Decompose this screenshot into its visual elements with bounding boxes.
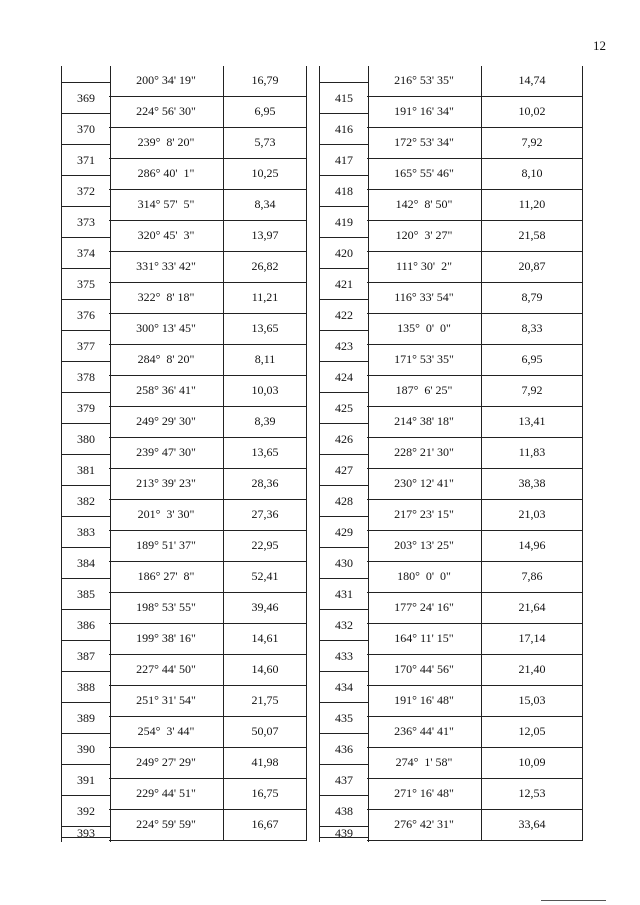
distance-cell: 39,46 [224,593,307,623]
distance-cell: 14,61 [224,624,307,654]
point-number-column [319,66,369,842]
distance-cell: 17,14 [482,624,583,654]
direction-angle-cell: 249° 27' 29" [109,748,224,778]
point-number: 390 [62,733,110,764]
distance-cell: 41,98 [224,748,307,778]
point-number: 374 [62,237,110,268]
point-number: 439 [320,826,368,838]
table-row [109,97,307,128]
table-row [109,66,307,97]
table-row [109,562,307,593]
point-number: 391 [62,764,110,795]
direction-angle-cell: 320° 45' 3" [109,221,224,251]
table-row [367,810,583,841]
point-number: 416 [320,113,368,144]
direction-angle-cell: 284° 8' 20" [109,345,224,375]
direction-angle-cell: 177° 24' 16" [367,593,482,623]
distance-cell: 7,86 [482,562,583,592]
footer-rule [541,900,606,901]
table-row [367,128,583,159]
table-row [367,97,583,128]
table-row [367,376,583,407]
direction-angle-cell: 180° 0' 0" [367,562,482,592]
point-number: 437 [320,764,368,795]
direction-angle-cell: 258° 36' 41" [109,376,224,406]
distance-cell: 21,40 [482,655,583,685]
distance-cell: 21,03 [482,500,583,530]
distance-cell: 7,92 [482,376,583,406]
distance-cell: 13,65 [224,314,307,344]
table-row [109,655,307,686]
distance-cell: 20,87 [482,252,583,282]
direction-angle-cell: 217° 23' 15" [367,500,482,530]
table-row [367,593,583,624]
point-number: 375 [62,268,110,299]
direction-angle-cell: 186° 27' 8" [109,562,224,592]
distance-cell: 10,25 [224,159,307,189]
distance-cell: 12,05 [482,717,583,747]
table-row [367,624,583,655]
direction-angle-cell: 274° 1' 58" [367,748,482,778]
point-number: 388 [62,671,110,702]
point-number: 421 [320,268,368,299]
direction-angle-cell: 228° 21' 30" [367,438,482,468]
distance-cell: 28,36 [224,469,307,499]
point-number: 433 [320,640,368,671]
direction-angle-cell: 300° 13' 45" [109,314,224,344]
distance-cell: 13,97 [224,221,307,251]
table-row [367,655,583,686]
direction-angle-cell: 191° 16' 48" [367,686,482,716]
point-number: 427 [320,454,368,485]
direction-angle-cell: 331° 33' 42" [109,252,224,282]
direction-angle-cell: 322° 8' 18" [109,283,224,313]
point-number: 373 [62,206,110,237]
table-row [109,779,307,810]
point-number: 378 [62,361,110,392]
direction-angle-cell: 286° 40' 1" [109,159,224,189]
distance-cell: 16,75 [224,779,307,809]
table-row [109,531,307,562]
distance-cell: 10,09 [482,748,583,778]
direction-angle-cell: 224° 56' 30" [109,97,224,127]
table-row [109,345,307,376]
distance-cell: 52,41 [224,562,307,592]
table-row [109,190,307,221]
direction-angle-cell: 171° 53' 35" [367,345,482,375]
direction-angle-cell: 135° 0' 0" [367,314,482,344]
point-number-column [61,66,111,842]
direction-angle-cell: 201° 3' 30" [109,500,224,530]
distance-cell: 13,65 [224,438,307,468]
direction-angle-cell: 187° 6' 25" [367,376,482,406]
distance-cell: 22,95 [224,531,307,561]
distance-cell: 6,95 [224,97,307,127]
point-number: 429 [320,516,368,547]
table-row [367,717,583,748]
point-number: 424 [320,361,368,392]
table-row [367,190,583,221]
table-row [109,469,307,500]
direction-angle-cell: 314° 57' 5" [109,190,224,220]
distance-cell: 21,58 [482,221,583,251]
point-number: 417 [320,144,368,175]
point-number: 426 [320,423,368,454]
point-number: 423 [320,330,368,361]
direction-angle-cell: 239° 8' 20" [109,128,224,158]
direction-angle-cell: 229° 44' 51" [109,779,224,809]
table-row [367,779,583,810]
direction-angle-cell: 191° 16' 34" [367,97,482,127]
distance-cell: 8,11 [224,345,307,375]
distance-cell: 11,20 [482,190,583,220]
distance-cell: 27,36 [224,500,307,530]
distance-cell: 8,33 [482,314,583,344]
table-row [109,407,307,438]
direction-angle-cell: 230° 12' 41" [367,469,482,499]
direction-angle-cell: 200° 34' 19" [109,66,224,96]
direction-angle-cell: 227° 44' 50" [109,655,224,685]
point-number: 382 [62,485,110,516]
distance-cell: 10,03 [224,376,307,406]
direction-angle-cell: 239° 47' 30" [109,438,224,468]
table-row [367,221,583,252]
point-number: 384 [62,547,110,578]
distance-cell: 12,53 [482,779,583,809]
point-number: 383 [62,516,110,547]
point-number: 438 [320,795,368,826]
point-number: 386 [62,609,110,640]
point-number: 381 [62,454,110,485]
point-number: 380 [62,423,110,454]
table-row [109,159,307,190]
point-number: 422 [320,299,368,330]
point-number: 376 [62,299,110,330]
direction-angle-cell: 249° 29' 30" [109,407,224,437]
table-row [367,252,583,283]
table-row [109,748,307,779]
table-row [109,376,307,407]
direction-angle-cell: 172° 53' 34" [367,128,482,158]
table-row [109,624,307,655]
direction-angle-cell: 251° 31' 54" [109,686,224,716]
table-row [109,686,307,717]
point-number: 379 [62,392,110,423]
distance-cell: 6,95 [482,345,583,375]
table-row [109,128,307,159]
point-number: 435 [320,702,368,733]
table-row [367,531,583,562]
point-number: 418 [320,175,368,206]
table-row [109,438,307,469]
table-row [367,469,583,500]
table-row [367,686,583,717]
point-number: 372 [62,175,110,206]
distance-cell: 26,82 [224,252,307,282]
distance-cell: 50,07 [224,717,307,747]
distance-cell: 8,39 [224,407,307,437]
distance-cell: 16,67 [224,810,307,840]
distance-cell: 8,10 [482,159,583,189]
direction-angle-cell: 111° 30' 2" [367,252,482,282]
point-number: 436 [320,733,368,764]
point-number: 370 [62,113,110,144]
point-number: 385 [62,578,110,609]
distance-cell: 33,64 [482,810,583,840]
table-row [367,407,583,438]
distance-cell: 8,34 [224,190,307,220]
point-number: 377 [62,330,110,361]
direction-angle-cell: 198° 53' 55" [109,593,224,623]
point-number: 393 [62,826,110,838]
table-row [367,159,583,190]
distance-cell: 21,64 [482,593,583,623]
direction-angle-cell: 203° 13' 25" [367,531,482,561]
distance-cell: 7,92 [482,128,583,158]
distance-cell: 5,73 [224,128,307,158]
direction-angle-cell: 120° 3' 27" [367,221,482,251]
direction-angle-cell: 213° 39' 23" [109,469,224,499]
distance-cell: 38,38 [482,469,583,499]
point-number: 415 [320,82,368,113]
direction-angle-cell: 165° 55' 46" [367,159,482,189]
distance-cell: 11,21 [224,283,307,313]
direction-angle-cell: 276° 42' 31" [367,810,482,840]
point-number: 371 [62,144,110,175]
point-number: 420 [320,237,368,268]
table-row [109,500,307,531]
distance-cell: 13,41 [482,407,583,437]
table-row [367,345,583,376]
point-number: 434 [320,671,368,702]
point-number: 430 [320,547,368,578]
direction-angle-cell: 236° 44' 41" [367,717,482,747]
point-number: 387 [62,640,110,671]
table-row [109,221,307,252]
distance-cell: 8,79 [482,283,583,313]
point-number: 369 [62,82,110,113]
direction-angle-cell: 271° 16' 48" [367,779,482,809]
point-number: 425 [320,392,368,423]
table-row [109,252,307,283]
point-number: 392 [62,795,110,826]
distance-cell: 14,74 [482,66,583,96]
distance-cell: 16,79 [224,66,307,96]
table-row [109,593,307,624]
table-row [367,500,583,531]
distance-cell: 14,96 [482,531,583,561]
table-row [367,748,583,779]
point-number: 419 [320,206,368,237]
direction-angle-cell: 199° 38' 16" [109,624,224,654]
direction-angle-cell: 164° 11' 15" [367,624,482,654]
point-number: 432 [320,609,368,640]
distance-cell: 11,83 [482,438,583,468]
direction-angle-cell: 214° 38' 18" [367,407,482,437]
point-number: 389 [62,702,110,733]
table-row [109,314,307,345]
table-row [367,314,583,345]
distance-cell: 15,03 [482,686,583,716]
distance-cell: 10,02 [482,97,583,127]
distance-cell: 14,60 [224,655,307,685]
table-row [367,562,583,593]
direction-angle-cell: 116° 33' 54" [367,283,482,313]
table-row [109,283,307,314]
table-row [109,717,307,748]
direction-angle-cell: 216° 53' 35" [367,66,482,96]
table-row [109,810,307,841]
table-row [367,283,583,314]
direction-angle-cell: 142° 8' 50" [367,190,482,220]
direction-angle-cell: 254° 3' 44" [109,717,224,747]
point-number: 428 [320,485,368,516]
direction-angle-cell: 189° 51' 37" [109,531,224,561]
direction-angle-cell: 170° 44' 56" [367,655,482,685]
table-row [367,438,583,469]
page-number: 12 [593,38,606,53]
point-number: 431 [320,578,368,609]
distance-cell: 21,75 [224,686,307,716]
table-row [367,66,583,97]
direction-angle-cell: 224° 59' 59" [109,810,224,840]
